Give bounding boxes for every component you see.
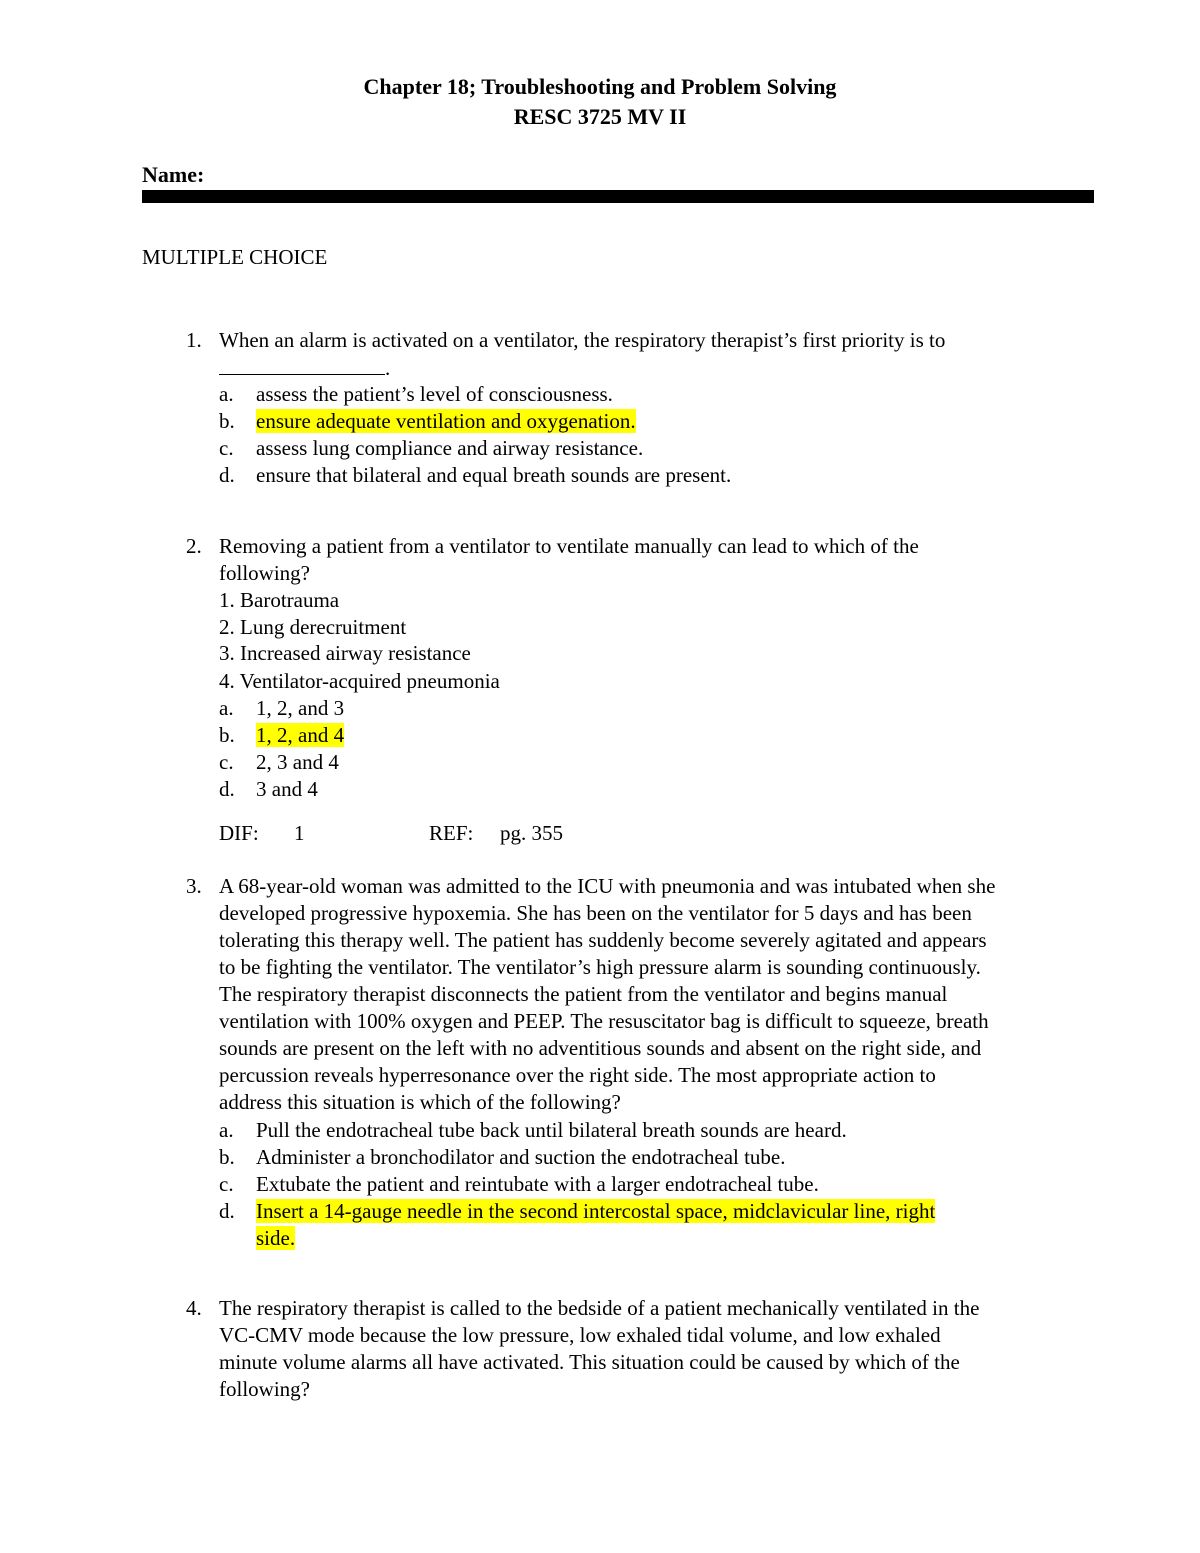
option-letter: d. <box>219 1199 235 1223</box>
question-text-line: tolerating this therapy well. The patient has suddenly become severely agitated and appears <box>219 928 987 952</box>
option-letter: b. <box>219 409 235 433</box>
question-text-line: Removing a patient from a ventilator to ventilate manually can lead to which of the <box>219 534 919 558</box>
option-letter: d. <box>219 777 235 801</box>
question-text-line: A 68-year-old woman was admitted to the ICU with pneumonia and was intubated when she <box>219 874 996 898</box>
option-text-highlighted <box>256 1198 935 1225</box>
option-text-highlighted <box>256 1225 295 1252</box>
answer-highlight: 1, 2, and 4 <box>256 723 345 747</box>
question-text-line: The respiratory therapist is called to the bedside of a patient mechanically ventilated in the <box>219 1296 980 1320</box>
question-text-line: percussion reveals hyperresonance over the right side. The most appropriate action to <box>219 1063 936 1087</box>
option-text-highlighted <box>256 408 636 435</box>
option-text-highlighted <box>256 722 344 749</box>
option-letter: a. <box>219 696 234 720</box>
question-text-line: following? <box>219 561 310 585</box>
option-text: assess lung compliance and airway resistance. <box>256 436 644 460</box>
question-text-line: developed progressive hypoxemia. She has been on the ventilator for 5 days and has been <box>219 901 972 925</box>
option-letter: a. <box>219 1118 234 1142</box>
option-text: 3 and 4 <box>256 777 318 801</box>
reference-label: REF: <box>429 821 474 845</box>
question-text-line: sounds are present on the left with no adventitious sounds and absent on the right side, and <box>219 1036 982 1060</box>
question-text-line: address this situation is which of the following? <box>219 1090 621 1114</box>
question-number: 4. <box>186 1296 202 1320</box>
option-letter: d. <box>219 463 235 487</box>
list-item: 2. Lung derecruitment <box>219 615 407 639</box>
question-number: 1. <box>186 328 202 352</box>
answer-highlight: ensure adequate ventilation and oxygenation. <box>256 409 636 433</box>
option-letter: c. <box>219 436 234 460</box>
question-text-line: VC-CMV mode because the low pressure, low exhaled tidal volume, and low exhaled <box>219 1323 941 1347</box>
option-text: Pull the endotracheal tube back until bilateral breath sounds are heard. <box>256 1118 847 1142</box>
list-item: 3. Increased airway resistance <box>219 641 471 665</box>
document-title: Chapter 18; Troubleshooting and Problem Solving <box>363 74 837 99</box>
blank-line <box>219 354 385 375</box>
reference-value: pg. 355 <box>500 821 563 845</box>
difficulty-value: 1 <box>294 821 305 845</box>
option-text: assess the patient’s level of consciousness. <box>256 382 613 406</box>
question-text-line: ventilation with 100% oxygen and PEEP. The resuscitator bag is difficult to squeeze, breath <box>219 1009 989 1033</box>
name-label: Name: <box>142 162 205 187</box>
option-text: Extubate the patient and reintubate with a larger endotracheal tube. <box>256 1172 819 1196</box>
option-letter: c. <box>219 750 234 774</box>
option-text: 2, 3 and 4 <box>256 750 339 774</box>
option-letter: b. <box>219 723 235 747</box>
question-text-line: to be fighting the ventilator. The ventilator’s high pressure alarm is sounding continuously. <box>219 955 981 979</box>
question-text: When an alarm is activated on a ventilator, the respiratory therapist’s first priority is to <box>219 328 946 352</box>
blank-suffix: . <box>385 356 391 380</box>
name-rule-divider <box>142 190 1094 203</box>
list-item: 4. Ventilator-acquired pneumonia <box>219 669 500 693</box>
question-text-line: The respiratory therapist disconnects the patient from the ventilator and begins manual <box>219 982 948 1006</box>
option-text: ensure that bilateral and equal breath sounds are present. <box>256 463 732 487</box>
question-text-line: minute volume alarms all have activated. This situation could be caused by which of the <box>219 1350 960 1374</box>
course-code: RESC 3725 MV II <box>513 104 687 129</box>
answer-blank <box>219 354 1099 382</box>
section-heading: MULTIPLE CHOICE <box>142 245 328 269</box>
option-letter: a. <box>219 382 234 406</box>
question-number: 2. <box>186 534 202 558</box>
question-text-line: following? <box>219 1377 310 1401</box>
difficulty-label: DIF: <box>219 821 259 845</box>
option-text: 1, 2, and 3 <box>256 696 345 720</box>
answer-highlight: Insert a 14-gauge needle in the second intercostal space, midclavicular line, right <box>256 1199 936 1223</box>
option-text: Administer a bronchodilator and suction the endotracheal tube. <box>256 1145 786 1169</box>
option-letter: c. <box>219 1172 234 1196</box>
answer-highlight: side. <box>256 1226 296 1250</box>
list-item: 1. Barotrauma <box>219 588 340 612</box>
option-letter: b. <box>219 1145 235 1169</box>
question-number: 3. <box>186 874 202 898</box>
